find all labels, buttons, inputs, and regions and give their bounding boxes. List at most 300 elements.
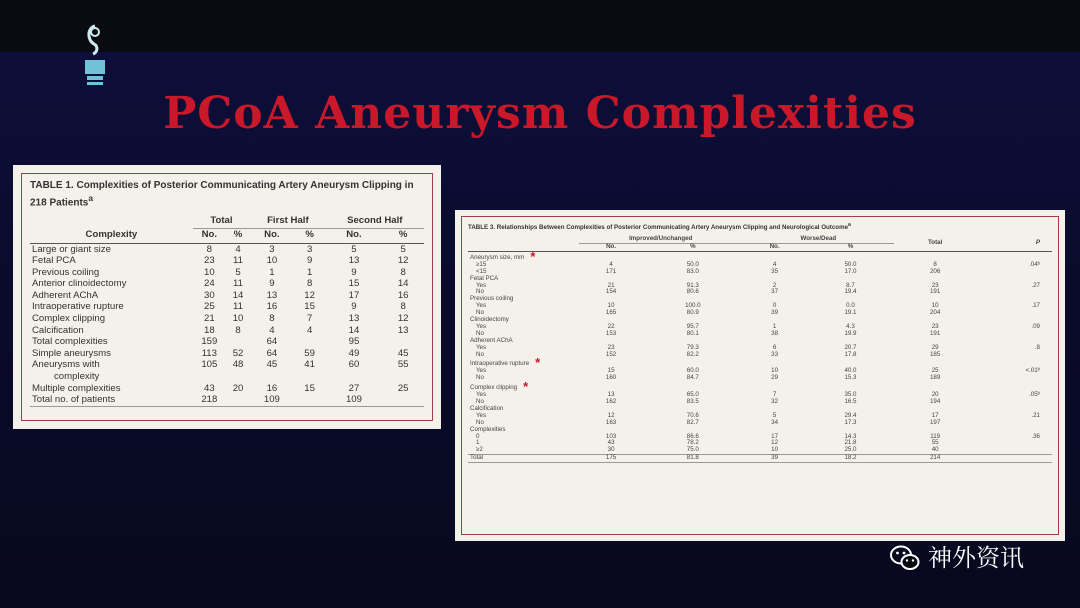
table1-row xyxy=(30,371,424,383)
table3-total-header: Total xyxy=(894,236,976,251)
table3-cell xyxy=(976,375,1052,382)
table3-cell: 78.2 xyxy=(686,439,699,447)
table3-cell: 191 xyxy=(929,288,941,296)
table1-row-label: Total complexities xyxy=(32,336,108,348)
table3-cell: 7 xyxy=(772,391,777,399)
table3-row-label: Yes xyxy=(476,411,487,419)
table1-row-label: Anterior clinoidectomy xyxy=(32,278,127,290)
table3-cell: 19.1 xyxy=(844,309,857,317)
table1-cell: 10 xyxy=(266,255,278,267)
table1-row xyxy=(30,325,424,337)
table1-cell: 18 xyxy=(204,324,215,336)
table3-cell: 10 xyxy=(931,302,939,310)
table1-cell: 12 xyxy=(304,289,315,301)
table1-cell xyxy=(193,371,226,383)
table1-row-label: Large or giant size xyxy=(32,243,111,255)
table1-subheader: % xyxy=(226,228,250,243)
table3-row xyxy=(468,413,1052,420)
table3-section-label: Calcification xyxy=(470,404,504,412)
table3-row xyxy=(468,310,1052,317)
table3-cell: 15 xyxy=(607,367,615,375)
table1-cell: 11 xyxy=(233,301,243,313)
table3-cell: 40.0 xyxy=(844,367,857,375)
table3-cell: 194 xyxy=(929,398,941,405)
table3-cell: 8.7 xyxy=(846,281,855,289)
table1-cell: 16 xyxy=(266,301,278,313)
table3-cell: 17 xyxy=(771,432,779,440)
table3-cell: 21.8 xyxy=(844,439,857,447)
table3-row-label: Yes xyxy=(476,302,487,310)
table1-cell xyxy=(382,336,424,348)
table3-row xyxy=(468,455,1052,463)
table1-cell: 16 xyxy=(397,289,409,301)
table3-section-label: Complex clipping * xyxy=(470,379,529,395)
table1-cell: 113 xyxy=(201,347,217,359)
table3-section-row xyxy=(468,382,1052,392)
table1-row xyxy=(30,383,424,395)
table3-section-row xyxy=(468,317,1052,324)
table3-row-label: ≥2 xyxy=(476,446,483,454)
table3-cell: 214 xyxy=(894,455,976,463)
table3-cell: 206 xyxy=(929,267,941,275)
table1-cell: 14 xyxy=(397,278,409,290)
table3-section-row xyxy=(468,338,1052,345)
table3-row xyxy=(468,283,1052,290)
table1-row-label: complexity xyxy=(54,371,100,383)
table3-cell: 175 xyxy=(579,455,643,463)
table1-cell: 20 xyxy=(232,382,244,394)
table1-cell: 12 xyxy=(397,313,409,325)
table1 xyxy=(30,215,424,407)
table1-cell: 45 xyxy=(397,347,409,359)
table3-cell: .05ᵇ xyxy=(1029,391,1040,399)
table1-cell: 13 xyxy=(348,255,360,267)
table1-row xyxy=(30,359,424,371)
table1-group-header: Total xyxy=(193,215,250,228)
table1-row-label: Total no. of patients xyxy=(30,394,193,406)
table3-cell xyxy=(976,289,1052,296)
table1-row xyxy=(30,394,424,406)
table1-cell: 16 xyxy=(266,382,278,394)
table1-row-label: Complex clipping xyxy=(32,313,106,325)
table1-cell: 15 xyxy=(304,382,315,394)
wechat-icon xyxy=(890,544,920,572)
table3-cell: 37 xyxy=(771,288,779,296)
table3-section-label: Fetal PCA xyxy=(470,274,499,282)
table3-cell: 189 xyxy=(929,374,941,382)
table3-cell: 162 xyxy=(605,398,617,405)
table3-section-row xyxy=(468,296,1052,303)
table1-cell: 5 xyxy=(351,243,357,255)
table3-row-label: Total xyxy=(468,455,579,463)
table3-cell: <.01ᵇ xyxy=(1025,367,1040,375)
highlight-star-icon: * xyxy=(530,248,536,264)
table3-cell: 84.7 xyxy=(686,374,699,382)
table3-section-row xyxy=(468,427,1052,434)
table1-cell: 95 xyxy=(348,336,360,348)
table3-cell: 34 xyxy=(771,418,779,426)
table3-section-label: Clinoidectomy xyxy=(470,316,509,324)
table3-cell: 4 xyxy=(772,260,777,268)
table3-p-header: P xyxy=(976,236,1052,251)
table1-subheader: % xyxy=(382,228,424,243)
table3-section-label: Complexities xyxy=(470,425,506,433)
table3-cell: 19.9 xyxy=(844,329,857,337)
table3-cell: 65.0 xyxy=(686,391,699,399)
table1-row xyxy=(30,348,424,360)
table3-row xyxy=(468,420,1052,427)
table1-cell: 8 xyxy=(206,243,212,255)
table1-cell: 4 xyxy=(306,324,313,336)
table3-cell xyxy=(976,352,1052,359)
table1-cell xyxy=(326,371,383,383)
table1-row-label: Aneurysms with xyxy=(32,359,100,371)
table3-cell: 165 xyxy=(605,309,617,317)
table3-cell: 23 xyxy=(931,281,939,289)
table3-cell xyxy=(976,455,1052,463)
table3-cell xyxy=(976,310,1052,317)
table3-group-header: Improved/Unchanged xyxy=(579,236,743,243)
table1-subheader: No. xyxy=(326,228,383,243)
table3-cell: 10 xyxy=(771,446,779,454)
table1-subheader: No. xyxy=(193,228,226,243)
table1-cell: 15 xyxy=(348,278,360,290)
table3-cell: 25.0 xyxy=(844,446,857,454)
table3-row-label: Yes xyxy=(476,391,487,399)
table3-cell: 152 xyxy=(605,350,617,358)
table1-cell: 43 xyxy=(204,382,215,394)
table3-cell: 86.6 xyxy=(686,432,699,440)
highlight-star-icon: * xyxy=(535,355,541,371)
table3-cell: 70.6 xyxy=(686,411,699,419)
table1-cell: 48 xyxy=(232,359,244,371)
table3-row xyxy=(468,262,1052,269)
table3-cell: 15.3 xyxy=(844,374,857,382)
table3-cell: 191 xyxy=(929,329,941,337)
table3-row xyxy=(468,440,1052,447)
table1-cell: 8 xyxy=(400,301,406,313)
table1-cell: 15 xyxy=(304,301,315,313)
table3-cell: 10 xyxy=(607,302,615,310)
table3-cell: 17.8 xyxy=(844,350,857,358)
table3-row-label: No xyxy=(476,418,484,426)
table3-row-label: Yes xyxy=(476,322,487,330)
table3-cell: 154 xyxy=(605,288,617,296)
table1-row xyxy=(30,278,424,290)
table3-cell: 13 xyxy=(607,391,615,399)
table3-cell: 103 xyxy=(605,432,617,440)
table3-row-label: No xyxy=(476,329,484,337)
table3-cell: 14.3 xyxy=(844,432,857,440)
table3-cell: 4 xyxy=(609,260,613,268)
table1-panel xyxy=(13,165,441,429)
table1-row xyxy=(30,267,424,279)
table3-cell: 29.4 xyxy=(844,411,857,419)
table3-cell: 171 xyxy=(605,267,617,275)
table3-row xyxy=(468,352,1052,359)
table3-section-row xyxy=(468,251,1052,261)
table3-cell: 35.0 xyxy=(844,391,857,399)
table1-row xyxy=(30,290,424,302)
table1-cell: 23 xyxy=(204,255,215,267)
table3-section-row xyxy=(468,276,1052,283)
table3-cell: 55 xyxy=(931,439,939,447)
table1-row xyxy=(30,255,424,267)
table3-cell: 4.3 xyxy=(846,322,855,330)
table3-row xyxy=(468,368,1052,375)
table3-cell: 83.5 xyxy=(686,398,699,405)
table3-row-label: No xyxy=(476,374,484,382)
table3-cell: 0.0 xyxy=(846,302,855,310)
table1-row xyxy=(30,313,424,325)
table3-cell: 204 xyxy=(929,309,941,317)
table1-row-label: Calcification xyxy=(32,324,84,336)
table1-cell: 9 xyxy=(306,255,313,267)
table3-cell: 12 xyxy=(771,439,779,447)
table3-cell: 23 xyxy=(931,322,939,330)
table3-group-header: Worse/Dead xyxy=(742,236,894,243)
table3-cell: 43 xyxy=(607,439,615,447)
table1-cell: 218 xyxy=(193,394,226,406)
table3-cell: 6 xyxy=(772,343,777,351)
table1-row-label: Simple aneurysms xyxy=(32,347,111,359)
table1-subheader: % xyxy=(294,228,326,243)
table3-cell: 20.7 xyxy=(844,343,857,351)
table3-row-label: No xyxy=(476,288,484,296)
table1-cell: 4 xyxy=(235,243,241,255)
table3-cell: 1 xyxy=(772,322,777,330)
table1-cell: 21 xyxy=(204,313,215,325)
table1-row xyxy=(30,243,424,255)
table3-cell: 160 xyxy=(605,374,617,382)
table1-cell: 55 xyxy=(397,359,409,371)
institution-logo-icon xyxy=(82,22,108,92)
table1-row-label: Fetal PCA xyxy=(32,255,76,267)
table1-cell: 52 xyxy=(232,347,244,359)
table3-cell: 18.2 xyxy=(807,455,895,463)
table1-row-label: Adherent AChA xyxy=(32,289,99,301)
table1-cell: 14 xyxy=(348,324,360,336)
table3-cell: 60.0 xyxy=(686,367,699,375)
table3-cell: 17.3 xyxy=(844,418,857,426)
table3-cell: 30 xyxy=(607,446,615,454)
table3-subheader: No. xyxy=(579,243,643,251)
table1-subheader: No. xyxy=(250,228,294,243)
table3-cell: 20 xyxy=(931,391,939,399)
table1-row-label: Multiple complexities xyxy=(32,382,121,394)
table3-row xyxy=(468,392,1052,399)
table3-cell: 75.0 xyxy=(686,446,699,454)
table3 xyxy=(468,236,1052,463)
table3-cell: 19.4 xyxy=(844,288,857,296)
table1-cell: 3 xyxy=(306,243,313,255)
table3-cell: 163 xyxy=(605,418,617,426)
table1-cell: 4 xyxy=(269,324,275,336)
table1-cell: 8 xyxy=(400,266,406,278)
table3-cell: .04ᵇ xyxy=(1029,260,1040,268)
table3-row-label: <15 xyxy=(476,267,487,275)
table1-cell: 1 xyxy=(269,266,275,278)
table3-section-label: Previous coiling xyxy=(470,295,514,303)
table1-cell xyxy=(250,371,294,383)
table3-cell: 25 xyxy=(931,367,939,375)
table3-cell: 35 xyxy=(771,267,779,275)
table3-cell: 8 xyxy=(933,260,937,268)
table3-cell: 80.1 xyxy=(686,329,699,337)
table3-cell xyxy=(976,331,1052,338)
table1-cell: 8 xyxy=(235,324,241,336)
table1-cell xyxy=(382,371,424,383)
table3-cell: 29 xyxy=(931,343,939,351)
table1-group-header: Second Half xyxy=(326,215,424,228)
table3-cell: 100.0 xyxy=(685,302,701,310)
table3-cell xyxy=(976,399,1052,406)
table3-row-label: 0 xyxy=(476,432,480,440)
table1-cell: 13 xyxy=(266,289,278,301)
table3-cell: 82.2 xyxy=(686,350,699,358)
table3-row xyxy=(468,289,1052,296)
table1-cell: 60 xyxy=(348,359,360,371)
table3-panel xyxy=(455,210,1065,541)
table1-cell xyxy=(382,394,424,406)
table3-cell: 81.8 xyxy=(643,455,742,463)
table3-subheader: % xyxy=(807,243,895,251)
table1-cell: 49 xyxy=(348,347,360,359)
table1-cell: 27 xyxy=(348,382,360,394)
table3-row-label: Yes xyxy=(476,367,487,375)
table3-row xyxy=(468,303,1052,310)
table3-row-label: ≥15 xyxy=(476,260,487,268)
table3-cell: 119 xyxy=(930,432,941,440)
table1-cell: 10 xyxy=(204,266,215,278)
table1-complexity-header: Complexity xyxy=(30,228,193,243)
table3-cell: .09 xyxy=(1031,322,1040,330)
top-black-bar xyxy=(0,0,1080,52)
table3-cell: 17.0 xyxy=(844,267,857,275)
table1-cell: 12 xyxy=(397,255,409,267)
table3-row xyxy=(468,447,1052,454)
table1-cell xyxy=(226,394,250,406)
table3-cell: 32 xyxy=(771,398,779,405)
table1-cell xyxy=(294,371,326,383)
table1-cell: 5 xyxy=(400,243,406,255)
table1-cell xyxy=(294,336,326,348)
table3-cell: 39 xyxy=(742,455,806,463)
table3-row-label: Yes xyxy=(476,281,487,289)
table1-cell: 9 xyxy=(351,266,357,278)
table3-cell xyxy=(976,440,1052,447)
table3-cell: 5 xyxy=(772,411,777,419)
table3-row xyxy=(468,345,1052,352)
table3-cell: .17 xyxy=(1031,302,1040,310)
table3-row xyxy=(468,269,1052,276)
table1-cell: 3 xyxy=(269,243,275,255)
table3-cell: .27 xyxy=(1031,281,1040,289)
table1-row-label: Intraoperative rupture xyxy=(32,301,124,313)
table1-cell: 13 xyxy=(348,313,360,325)
table1-cell: 45 xyxy=(266,359,278,371)
table1-caption: TABLE 1. Complexities of Posterior Communicating Artery Aneurysm Clipping in 218 Patients$^a$ xyxy=(30,180,414,209)
table3-cell: 12 xyxy=(607,411,615,419)
table1-cell: 17 xyxy=(348,289,360,301)
table3-row xyxy=(468,375,1052,382)
table1-cell xyxy=(294,394,326,406)
table3-cell: 95.7 xyxy=(686,322,699,330)
table3-cell: 23 xyxy=(607,343,615,351)
table1-cell: 7 xyxy=(306,313,313,325)
table3-row xyxy=(468,324,1052,331)
table3-row-label: No xyxy=(476,398,484,405)
table3-cell xyxy=(976,447,1052,454)
table3-row xyxy=(468,434,1052,441)
table1-cell: 24 xyxy=(204,278,215,290)
table1-cell: 11 xyxy=(233,278,243,290)
watermark xyxy=(890,538,1060,578)
table1-cell xyxy=(226,371,250,383)
table1-cell: 64 xyxy=(266,347,278,359)
slide-title: PCoA Aneurysm Complexities xyxy=(163,88,917,139)
table3-cell: 50.0 xyxy=(844,260,857,268)
table3-row xyxy=(468,331,1052,338)
table3-subheader: No. xyxy=(742,243,806,251)
table3-cell: 91.3 xyxy=(686,281,699,289)
table3-section-label: Adherent AChA xyxy=(470,336,513,344)
table3-cell: 16.5 xyxy=(844,398,857,405)
table1-cell: 11 xyxy=(233,255,243,267)
table3-cell: 33 xyxy=(771,350,779,358)
table3-cell: 38 xyxy=(771,329,779,337)
table1-cell: 105 xyxy=(201,359,218,371)
table3-section-row xyxy=(468,358,1052,368)
table3-cell: 197 xyxy=(929,418,941,426)
table1-cell: 5 xyxy=(235,266,241,278)
table3-section-label: Intraoperative rupture * xyxy=(470,355,541,371)
watermark-text: 神外资讯 xyxy=(928,544,1024,572)
table1-cell: 9 xyxy=(269,278,275,290)
table1-cell xyxy=(226,336,250,348)
table3-cell: .36 xyxy=(1031,432,1040,440)
table3-cell: 17 xyxy=(931,411,939,419)
table1-cell: 25 xyxy=(397,382,409,394)
table1-row-label: Previous coiling xyxy=(32,266,100,278)
table3-section-label: Aneurysm size, mm * xyxy=(470,248,536,264)
table3-row xyxy=(468,399,1052,406)
table3-cell: 29 xyxy=(771,374,779,382)
table3-cell: 82.7 xyxy=(686,418,699,426)
table1-cell: 8 xyxy=(306,278,313,290)
table3-cell: .21 xyxy=(1031,411,1040,419)
table3-subheader: % xyxy=(643,243,742,251)
table1-cell: 30 xyxy=(204,289,215,301)
highlight-star-icon: * xyxy=(523,379,529,395)
table1-cell: 41 xyxy=(304,359,315,371)
table3-cell xyxy=(976,269,1052,276)
table3-cell: 39 xyxy=(771,309,779,317)
table3-cell: 80.6 xyxy=(686,288,699,296)
table1-cell: 14 xyxy=(232,289,244,301)
table1-cell: 9 xyxy=(351,301,357,313)
table1-cell: 109 xyxy=(326,394,383,406)
table3-cell: 83.0 xyxy=(686,267,699,275)
table1-cell: 13 xyxy=(397,324,409,336)
table3-cell: 185 xyxy=(929,350,941,358)
table1-cell: 159 xyxy=(201,336,218,348)
table3-row-label: 1 xyxy=(476,439,480,447)
table3-cell: 10 xyxy=(771,367,779,375)
table3-row-label: No xyxy=(476,309,484,317)
table3-row-label: Yes xyxy=(476,343,487,351)
table3-row-label: No xyxy=(476,350,484,358)
